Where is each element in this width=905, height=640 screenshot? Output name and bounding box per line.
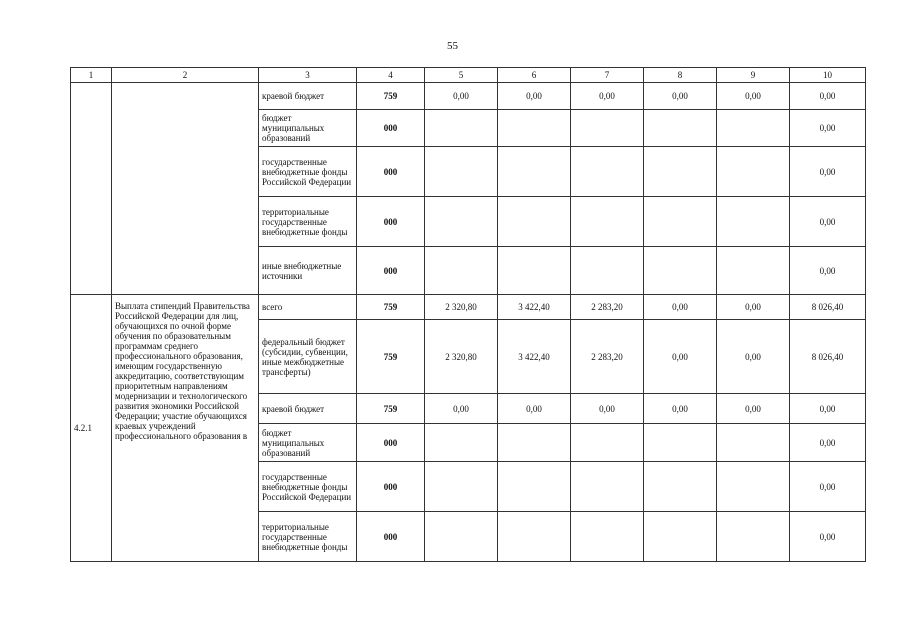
value-cell [717, 197, 790, 247]
code-cell: 759 [357, 83, 425, 110]
value-cell: 0,00 [644, 295, 717, 320]
funding-source-cell: федеральный бюджет (субсидии, субвенции, иные межбюджетные трансферты) [259, 320, 357, 394]
value-cell [425, 247, 498, 295]
total-cell: 0,00 [790, 83, 866, 110]
funding-source-cell: краевой бюджет [259, 83, 357, 110]
total-cell: 0,00 [790, 110, 866, 147]
funding-source-cell: всего [259, 295, 357, 320]
value-cell [425, 110, 498, 147]
value-cell [571, 197, 644, 247]
value-cell [644, 462, 717, 512]
header-cell: 10 [790, 68, 866, 83]
code-cell: 000 [357, 424, 425, 462]
value-cell: 0,00 [571, 394, 644, 424]
value-cell: 2 283,20 [571, 320, 644, 394]
value-cell [717, 424, 790, 462]
header-row [71, 68, 866, 83]
activity-name-cell [112, 295, 259, 562]
value-cell [571, 424, 644, 462]
code-cell: 000 [357, 147, 425, 197]
value-cell: 3 422,40 [498, 295, 571, 320]
activity-name: Выплата стипендий Правительства Российской Федерации для лиц, обучающихся по очной форме обучения по образовательным программам среднего профессионального образования, имеющим государственную аккредитацию, соответствующим приоритетным направлениям модернизации и технологического развития экономики Российской Федерации; участие обучающихся краевых учреждений профессионального образования в [115, 301, 250, 441]
value-cell: 0,00 [498, 394, 571, 424]
activity-name-cell [112, 83, 259, 295]
page-number: 55 [447, 40, 458, 52]
value-cell [717, 512, 790, 562]
funding-source-cell: краевой бюджет [259, 394, 357, 424]
code-cell: 000 [357, 462, 425, 512]
header-cell: 2 [112, 68, 259, 83]
code-cell: 759 [357, 394, 425, 424]
value-cell [571, 110, 644, 147]
row-number: 4.2.1 [74, 423, 92, 433]
header-cell: 7 [571, 68, 644, 83]
value-cell [425, 424, 498, 462]
total-cell: 0,00 [790, 462, 866, 512]
value-cell: 0,00 [717, 394, 790, 424]
value-cell [425, 147, 498, 197]
value-cell [717, 462, 790, 512]
value-cell [571, 462, 644, 512]
value-cell [644, 110, 717, 147]
value-cell [644, 197, 717, 247]
funding-source-cell: бюджет муниципальных образований [259, 110, 357, 147]
funding-source-cell: государственные внебюджетные фонды Российской Федерации [259, 147, 357, 197]
value-cell: 0,00 [717, 295, 790, 320]
value-cell [425, 462, 498, 512]
header-cell: 4 [357, 68, 425, 83]
value-cell [498, 247, 571, 295]
value-cell [644, 247, 717, 295]
header-cell: 6 [498, 68, 571, 83]
value-cell [644, 512, 717, 562]
total-cell: 0,00 [790, 512, 866, 562]
value-cell [571, 147, 644, 197]
code-cell: 759 [357, 295, 425, 320]
value-cell: 0,00 [571, 83, 644, 110]
total-cell: 8 026,40 [790, 320, 866, 394]
header-cell: 5 [425, 68, 498, 83]
value-cell [717, 147, 790, 197]
value-cell [425, 512, 498, 562]
value-cell: 3 422,40 [498, 320, 571, 394]
header-cell: 8 [644, 68, 717, 83]
code-cell: 759 [357, 320, 425, 394]
total-cell: 0,00 [790, 424, 866, 462]
header-cell: 1 [71, 68, 112, 83]
total-cell: 0,00 [790, 247, 866, 295]
total-cell: 8 026,40 [790, 295, 866, 320]
value-cell [498, 110, 571, 147]
value-cell [644, 147, 717, 197]
total-cell: 0,00 [790, 147, 866, 197]
value-cell: 0,00 [498, 83, 571, 110]
value-cell [644, 424, 717, 462]
value-cell [571, 512, 644, 562]
value-cell: 2 283,20 [571, 295, 644, 320]
code-cell: 000 [357, 197, 425, 247]
total-cell: 0,00 [790, 197, 866, 247]
funding-source-cell: государственные внебюджетные фонды Российской Федерации [259, 462, 357, 512]
funding-source-cell: бюджет муниципальных образований [259, 424, 357, 462]
value-cell: 0,00 [717, 320, 790, 394]
funding-source-cell: иные внебюджетные источники [259, 247, 357, 295]
value-cell [425, 197, 498, 247]
value-cell [717, 110, 790, 147]
value-cell: 0,00 [425, 394, 498, 424]
value-cell [498, 424, 571, 462]
value-cell: 2 320,80 [425, 295, 498, 320]
value-cell: 0,00 [717, 83, 790, 110]
code-cell: 000 [357, 512, 425, 562]
value-cell [498, 147, 571, 197]
value-cell: 0,00 [425, 83, 498, 110]
header-cell: 3 [259, 68, 357, 83]
value-cell: 0,00 [644, 83, 717, 110]
row-number-cell [71, 295, 112, 562]
header-cell: 9 [717, 68, 790, 83]
value-cell [717, 247, 790, 295]
code-cell: 000 [357, 110, 425, 147]
total-cell: 0,00 [790, 394, 866, 424]
value-cell [498, 512, 571, 562]
value-cell: 2 320,80 [425, 320, 498, 394]
value-cell [498, 462, 571, 512]
funding-source-cell: территориальные государственные внебюджетные фонды [259, 512, 357, 562]
row-number-cell [71, 83, 112, 295]
value-cell [571, 247, 644, 295]
code-cell: 000 [357, 247, 425, 295]
value-cell: 0,00 [644, 394, 717, 424]
value-cell [498, 197, 571, 247]
funding-source-cell: территориальные государственные внебюджетные фонды [259, 197, 357, 247]
value-cell: 0,00 [644, 320, 717, 394]
budget-table [70, 67, 866, 562]
table-row [71, 295, 866, 320]
table-row [71, 83, 866, 110]
